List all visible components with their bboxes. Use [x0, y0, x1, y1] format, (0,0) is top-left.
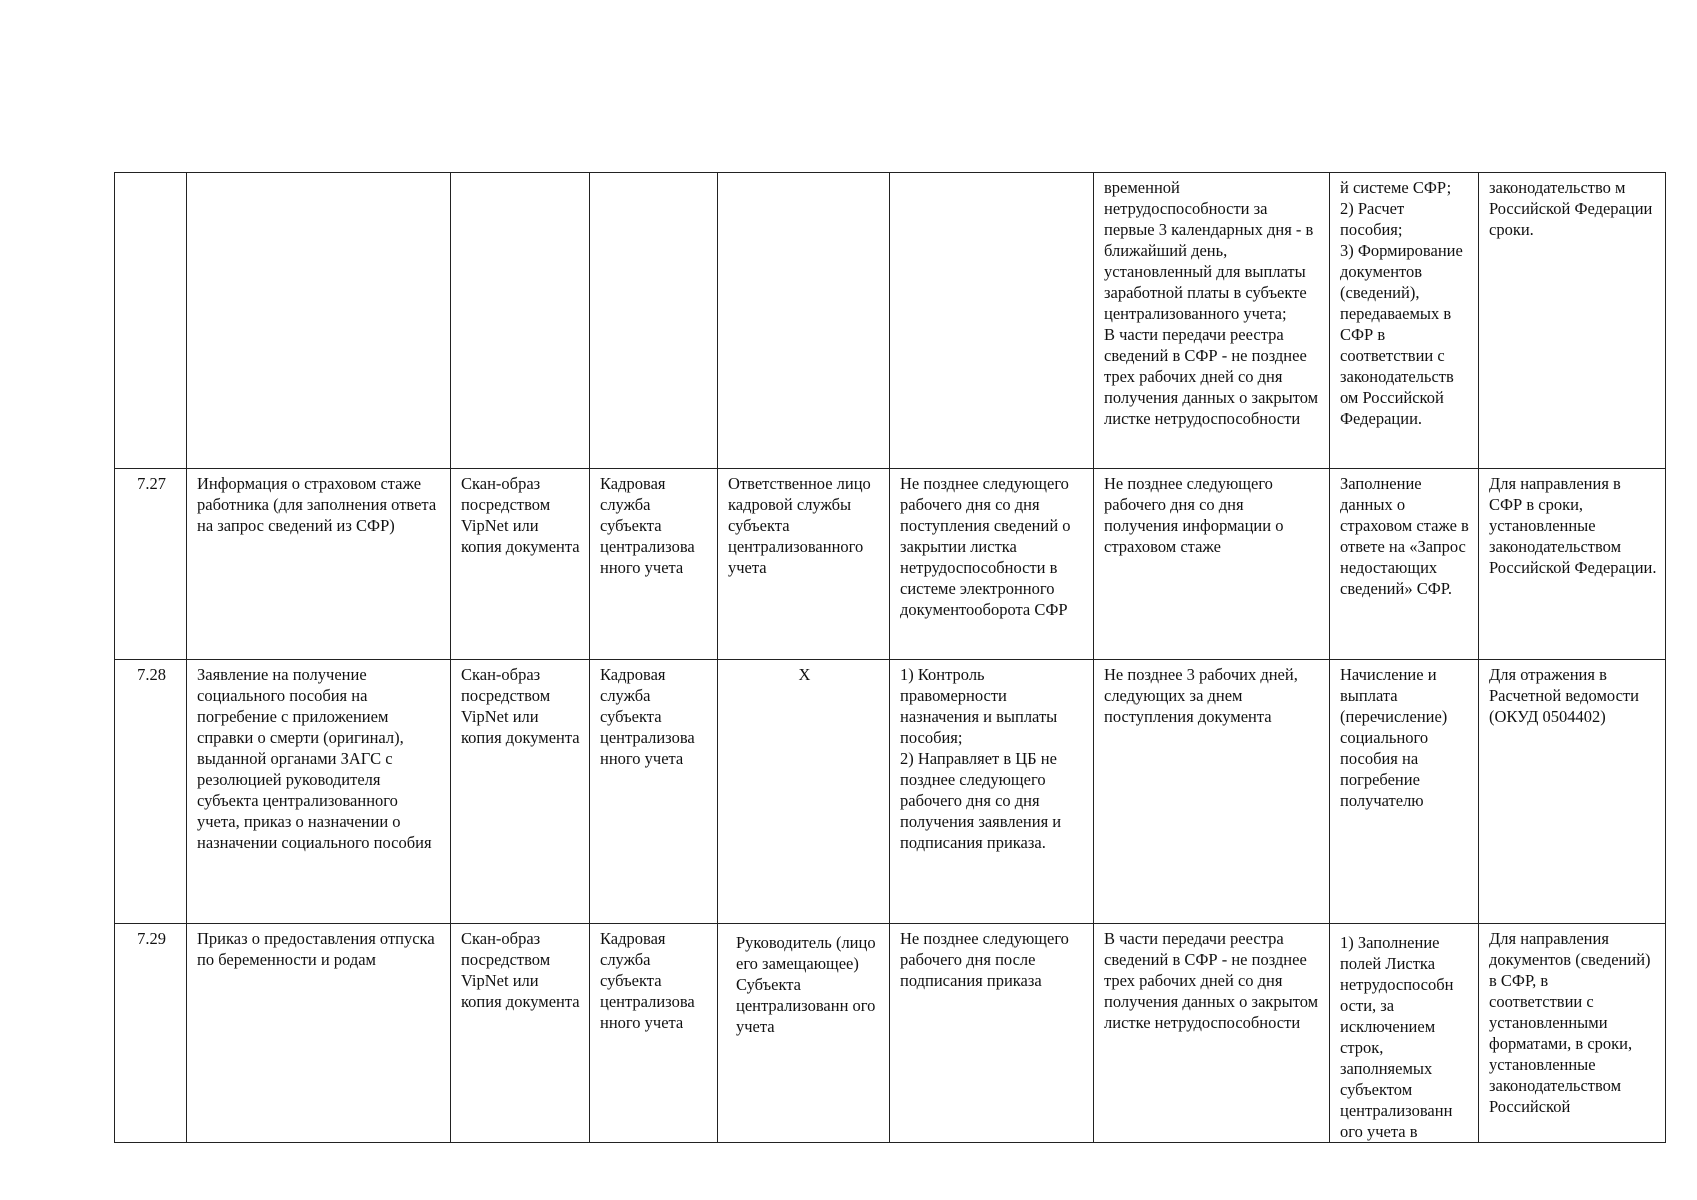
table-row — [115, 173, 1666, 469]
table-row — [115, 660, 1666, 924]
responsible-person: Х — [718, 660, 890, 924]
document-originator: Кадровая служба субъекта централизова нного учета — [590, 469, 718, 660]
document-originator: Кадровая служба субъекта централизова нного учета — [590, 924, 718, 1143]
action-description: Заполнение данных о страховом стаже в ответе на «Запрос недостающих сведений» СФР. — [1330, 469, 1479, 660]
action-description: й системе СФР; 2) Расчет пособия; 3) Формирование документов (сведений), передаваемых в СФР в соответствии с законодательств ом Российской Федерации. — [1330, 173, 1479, 469]
action-description: Начисление и выплата (перечисление) социального пособия на погребение получателю — [1330, 660, 1479, 924]
processing-deadline: Не позднее следующего рабочего дня со дня получения информации о страховом стаже — [1094, 469, 1330, 660]
document-name: Заявление на получение социального пособия на погребение с приложением справки о смерти (оригинал), выданной органами ЗАГС с резолюцией руководителя субъекта централизованного учета, приказ о назначении о назначении социального пособия — [187, 660, 451, 924]
row-number: 7.27 — [115, 469, 187, 660]
processing-deadline: В части передачи реестра сведений в СФР - не позднее трех рабочих дней со дня получения данных о закрытом листке нетрудоспособности — [1094, 924, 1330, 1143]
submission-deadline: Не позднее следующего рабочего дня со дня поступления сведений о закрытии листка нетрудоспособности в системе электронного документооборота СФР — [890, 469, 1094, 660]
processing-deadline: временной нетрудоспособности за первые 3 календарных дня - в ближайший день, установленный для выплаты заработной платы в субъекте централизованного учета; В части передачи реестра сведений в СФР - не позднее трех рабочих дней со дня получения данных о закрытом листке нетрудоспособности — [1094, 173, 1330, 469]
submission-deadline: 1) Контроль правомерности назначения и выплаты пособия; 2) Направляет в ЦБ не позднее следующего рабочего дня со дня получения заявления и подписания приказа. — [890, 660, 1094, 924]
table-row — [115, 924, 1666, 1143]
submission-deadline: Не позднее следующего рабочего дня после подписания приказа — [890, 924, 1094, 1143]
responsible-person — [718, 173, 890, 469]
document-format: Скан-образ посредством VipNet или копия документа — [451, 469, 590, 660]
procedure-table — [114, 172, 1666, 1143]
purpose-description: Для отражения в Расчетной ведомости (ОКУД 0504402) — [1479, 660, 1666, 924]
document-format: Скан-образ посредством VipNet или копия документа — [451, 924, 590, 1143]
document-name — [187, 173, 451, 469]
row-number — [115, 173, 187, 469]
responsible-person: Руководитель (лицо его замещающее) Субъекта централизованн ого учета — [718, 924, 890, 1143]
purpose-description: законодательство м Российской Федерации сроки. — [1479, 173, 1666, 469]
document-originator: Кадровая служба субъекта централизова нного учета — [590, 660, 718, 924]
row-number: 7.28 — [115, 660, 187, 924]
purpose-description: Для направления в СФР в сроки, установленные законодательством Российской Федерации. — [1479, 469, 1666, 660]
document-format: Скан-образ посредством VipNet или копия документа — [451, 660, 590, 924]
processing-deadline: Не позднее 3 рабочих дней, следующих за днем поступления документа — [1094, 660, 1330, 924]
purpose-description: Для направления документов (сведений) в СФР, в соответствии с установленными форматами, в сроки, установленные законодательством Российской — [1479, 924, 1666, 1143]
document-originator — [590, 173, 718, 469]
action-description: 1) Заполнение полей Листка нетрудоспособн ости, за исключением строк, заполняемых субъектом централизованн ого учета в — [1330, 924, 1479, 1143]
responsible-person: Ответственное лицо кадровой службы субъекта централизованного учета — [718, 469, 890, 660]
document-name: Приказ о предоставления отпуска по беременности и родам — [187, 924, 451, 1143]
row-number: 7.29 — [115, 924, 187, 1143]
document-name: Информация о страховом стаже работника (для заполнения ответа на запрос сведений из СФР) — [187, 469, 451, 660]
submission-deadline — [890, 173, 1094, 469]
document-format — [451, 173, 590, 469]
table-row — [115, 469, 1666, 660]
